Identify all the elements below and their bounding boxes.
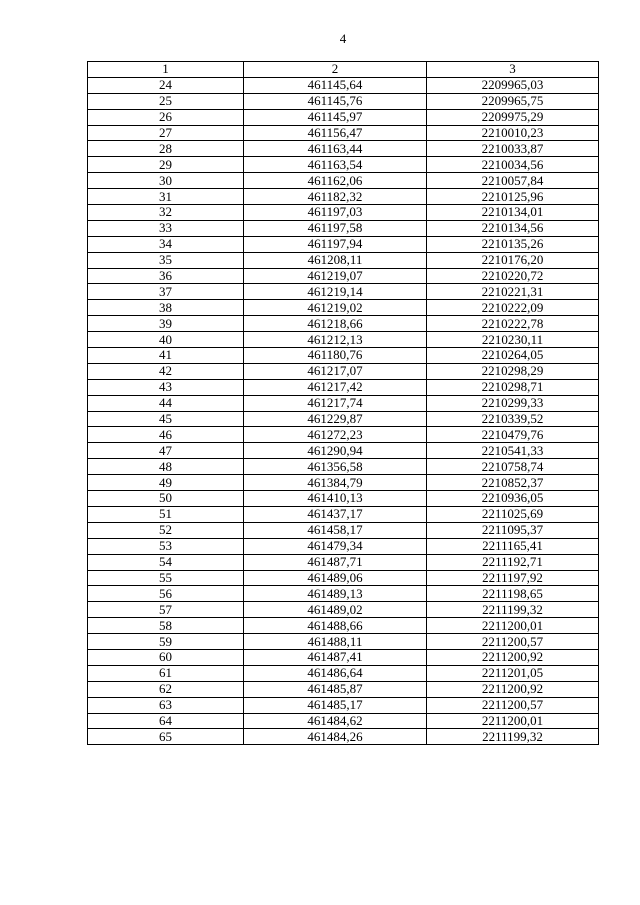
- point-number-cell: 27: [88, 125, 244, 141]
- x-coordinate-cell: 461217,74: [244, 395, 427, 411]
- table-row: [88, 348, 599, 364]
- table-row: [88, 284, 599, 300]
- point-number-cell: 33: [88, 220, 244, 236]
- x-coordinate-cell: 461145,64: [244, 77, 427, 93]
- coordinates-table: [87, 61, 599, 745]
- y-coordinate-cell: 2210479,76: [427, 427, 599, 443]
- y-coordinate-cell: 2210220,72: [427, 268, 599, 284]
- y-coordinate-cell: 2210134,01: [427, 205, 599, 221]
- point-number-cell: 24: [88, 77, 244, 93]
- x-coordinate-cell: 461485,87: [244, 681, 427, 697]
- y-coordinate-cell: 2211200,01: [427, 713, 599, 729]
- point-number-cell: 65: [88, 729, 244, 745]
- point-number-cell: 30: [88, 173, 244, 189]
- table-row: [88, 554, 599, 570]
- x-coordinate-cell: 461484,62: [244, 713, 427, 729]
- x-coordinate-cell: 461489,06: [244, 570, 427, 586]
- page-number: 4: [339, 31, 347, 46]
- y-coordinate-cell: 2210125,96: [427, 189, 599, 205]
- point-number-cell: 31: [88, 189, 244, 205]
- point-number-cell: 34: [88, 236, 244, 252]
- x-coordinate-cell: 461156,47: [244, 125, 427, 141]
- x-coordinate-cell: 461384,79: [244, 475, 427, 491]
- table-row: [88, 586, 599, 602]
- point-number-cell: 55: [88, 570, 244, 586]
- x-coordinate-cell: 461484,26: [244, 729, 427, 745]
- x-coordinate-cell: 461218,66: [244, 316, 427, 332]
- x-coordinate-cell: 461272,23: [244, 427, 427, 443]
- y-coordinate-cell: 2211199,32: [427, 729, 599, 745]
- table-row: [88, 268, 599, 284]
- table-row: [88, 332, 599, 348]
- table-row: [88, 220, 599, 236]
- table-row: [88, 189, 599, 205]
- y-coordinate-cell: 2211198,65: [427, 586, 599, 602]
- point-number-cell: 41: [88, 348, 244, 364]
- x-coordinate-cell: 461229,87: [244, 411, 427, 427]
- point-number-cell: 52: [88, 522, 244, 538]
- point-number-cell: 58: [88, 618, 244, 634]
- point-number-cell: 63: [88, 697, 244, 713]
- y-coordinate-cell: 2211201,05: [427, 665, 599, 681]
- y-coordinate-cell: 2210298,29: [427, 363, 599, 379]
- y-coordinate-cell: 2210541,33: [427, 443, 599, 459]
- x-coordinate-cell: 461219,14: [244, 284, 427, 300]
- table-row: [88, 649, 599, 665]
- table-row: [88, 570, 599, 586]
- table-row: [88, 475, 599, 491]
- x-coordinate-cell: 461197,58: [244, 220, 427, 236]
- y-coordinate-cell: 2211200,57: [427, 634, 599, 650]
- y-coordinate-cell: 2211199,32: [427, 602, 599, 618]
- y-coordinate-cell: 2211197,92: [427, 570, 599, 586]
- x-coordinate-cell: 461489,13: [244, 586, 427, 602]
- x-coordinate-cell: 461163,54: [244, 157, 427, 173]
- y-coordinate-cell: 2210034,56: [427, 157, 599, 173]
- point-number-cell: 57: [88, 602, 244, 618]
- table-row: [88, 665, 599, 681]
- x-coordinate-cell: 461290,94: [244, 443, 427, 459]
- point-number-cell: 64: [88, 713, 244, 729]
- y-coordinate-cell: 2210010,23: [427, 125, 599, 141]
- point-number-cell: 42: [88, 363, 244, 379]
- point-number-cell: 51: [88, 506, 244, 522]
- x-coordinate-cell: 461212,13: [244, 332, 427, 348]
- x-coordinate-cell: 461217,42: [244, 379, 427, 395]
- x-coordinate-cell: 461488,66: [244, 618, 427, 634]
- point-number-cell: 48: [88, 459, 244, 475]
- y-coordinate-cell: 2210135,26: [427, 236, 599, 252]
- point-number-cell: 50: [88, 491, 244, 507]
- y-coordinate-cell: 2210134,56: [427, 220, 599, 236]
- point-number-cell: 54: [88, 554, 244, 570]
- point-number-cell: 59: [88, 634, 244, 650]
- table-row: [88, 77, 599, 93]
- y-coordinate-cell: 2210222,09: [427, 300, 599, 316]
- y-coordinate-cell: 2211192,71: [427, 554, 599, 570]
- y-coordinate-cell: 2210057,84: [427, 173, 599, 189]
- table-row: [88, 634, 599, 650]
- point-number-cell: 37: [88, 284, 244, 300]
- x-coordinate-cell: 461145,97: [244, 109, 427, 125]
- x-coordinate-cell: 461219,07: [244, 268, 427, 284]
- point-number-cell: 40: [88, 332, 244, 348]
- y-coordinate-cell: 2210339,52: [427, 411, 599, 427]
- table-row: [88, 205, 599, 221]
- table-row: [88, 729, 599, 745]
- y-coordinate-cell: 2210176,20: [427, 252, 599, 268]
- y-coordinate-cell: 2211200,92: [427, 649, 599, 665]
- point-number-cell: 61: [88, 665, 244, 681]
- table-row: [88, 538, 599, 554]
- column-header-2: 2: [244, 62, 427, 78]
- y-coordinate-cell: 2210230,11: [427, 332, 599, 348]
- table-row: [88, 141, 599, 157]
- table-row: [88, 109, 599, 125]
- point-number-cell: 32: [88, 205, 244, 221]
- table-row: [88, 173, 599, 189]
- y-coordinate-cell: 2211200,57: [427, 697, 599, 713]
- y-coordinate-cell: 2210758,74: [427, 459, 599, 475]
- table-row: [88, 697, 599, 713]
- x-coordinate-cell: 461437,17: [244, 506, 427, 522]
- table-row: [88, 379, 599, 395]
- table-row: [88, 427, 599, 443]
- y-coordinate-cell: 2211200,01: [427, 618, 599, 634]
- y-coordinate-cell: 2210936,05: [427, 491, 599, 507]
- table-row: [88, 363, 599, 379]
- x-coordinate-cell: 461197,94: [244, 236, 427, 252]
- point-number-cell: 28: [88, 141, 244, 157]
- x-coordinate-cell: 461486,64: [244, 665, 427, 681]
- table-row: [88, 491, 599, 507]
- x-coordinate-cell: 461458,17: [244, 522, 427, 538]
- point-number-cell: 36: [88, 268, 244, 284]
- table-row: [88, 618, 599, 634]
- y-coordinate-cell: 2210264,05: [427, 348, 599, 364]
- x-coordinate-cell: 461219,02: [244, 300, 427, 316]
- point-number-cell: 26: [88, 109, 244, 125]
- x-coordinate-cell: 461145,76: [244, 93, 427, 109]
- y-coordinate-cell: 2211200,92: [427, 681, 599, 697]
- y-coordinate-cell: 2211025,69: [427, 506, 599, 522]
- point-number-cell: 44: [88, 395, 244, 411]
- y-coordinate-cell: 2211165,41: [427, 538, 599, 554]
- y-coordinate-cell: 2210852,37: [427, 475, 599, 491]
- x-coordinate-cell: 461182,32: [244, 189, 427, 205]
- table-row: [88, 713, 599, 729]
- x-coordinate-cell: 461163,44: [244, 141, 427, 157]
- y-coordinate-cell: 2209975,29: [427, 109, 599, 125]
- column-header-3: 3: [427, 62, 599, 78]
- table-row: [88, 236, 599, 252]
- table-row: [88, 602, 599, 618]
- table-row: [88, 125, 599, 141]
- table-row: [88, 459, 599, 475]
- x-coordinate-cell: 461479,34: [244, 538, 427, 554]
- table-row: [88, 681, 599, 697]
- y-coordinate-cell: 2210298,71: [427, 379, 599, 395]
- table-header-row: [88, 62, 599, 78]
- x-coordinate-cell: 461162,06: [244, 173, 427, 189]
- x-coordinate-cell: 461487,71: [244, 554, 427, 570]
- point-number-cell: 53: [88, 538, 244, 554]
- x-coordinate-cell: 461197,03: [244, 205, 427, 221]
- table-row: [88, 522, 599, 538]
- point-number-cell: 25: [88, 93, 244, 109]
- point-number-cell: 45: [88, 411, 244, 427]
- y-coordinate-cell: 2210033,87: [427, 141, 599, 157]
- x-coordinate-cell: 461356,58: [244, 459, 427, 475]
- point-number-cell: 60: [88, 649, 244, 665]
- point-number-cell: 38: [88, 300, 244, 316]
- point-number-cell: 43: [88, 379, 244, 395]
- column-header-1: 1: [88, 62, 244, 78]
- y-coordinate-cell: 2211095,37: [427, 522, 599, 538]
- table-row: [88, 316, 599, 332]
- x-coordinate-cell: 461208,11: [244, 252, 427, 268]
- point-number-cell: 56: [88, 586, 244, 602]
- x-coordinate-cell: 461217,07: [244, 363, 427, 379]
- point-number-cell: 46: [88, 427, 244, 443]
- point-number-cell: 39: [88, 316, 244, 332]
- x-coordinate-cell: 461180,76: [244, 348, 427, 364]
- y-coordinate-cell: 2210222,78: [427, 316, 599, 332]
- x-coordinate-cell: 461487,41: [244, 649, 427, 665]
- y-coordinate-cell: 2210221,31: [427, 284, 599, 300]
- y-coordinate-cell: 2210299,33: [427, 395, 599, 411]
- point-number-cell: 47: [88, 443, 244, 459]
- point-number-cell: 35: [88, 252, 244, 268]
- x-coordinate-cell: 461410,13: [244, 491, 427, 507]
- point-number-cell: 62: [88, 681, 244, 697]
- point-number-cell: 49: [88, 475, 244, 491]
- table-row: [88, 395, 599, 411]
- table-row: [88, 93, 599, 109]
- y-coordinate-cell: 2209965,03: [427, 77, 599, 93]
- y-coordinate-cell: 2209965,75: [427, 93, 599, 109]
- x-coordinate-cell: 461485,17: [244, 697, 427, 713]
- point-number-cell: 29: [88, 157, 244, 173]
- x-coordinate-cell: 461489,02: [244, 602, 427, 618]
- table-row: [88, 506, 599, 522]
- table-row: [88, 411, 599, 427]
- table-row: [88, 157, 599, 173]
- table-row: [88, 300, 599, 316]
- table-row: [88, 443, 599, 459]
- table-row: [88, 252, 599, 268]
- x-coordinate-cell: 461488,11: [244, 634, 427, 650]
